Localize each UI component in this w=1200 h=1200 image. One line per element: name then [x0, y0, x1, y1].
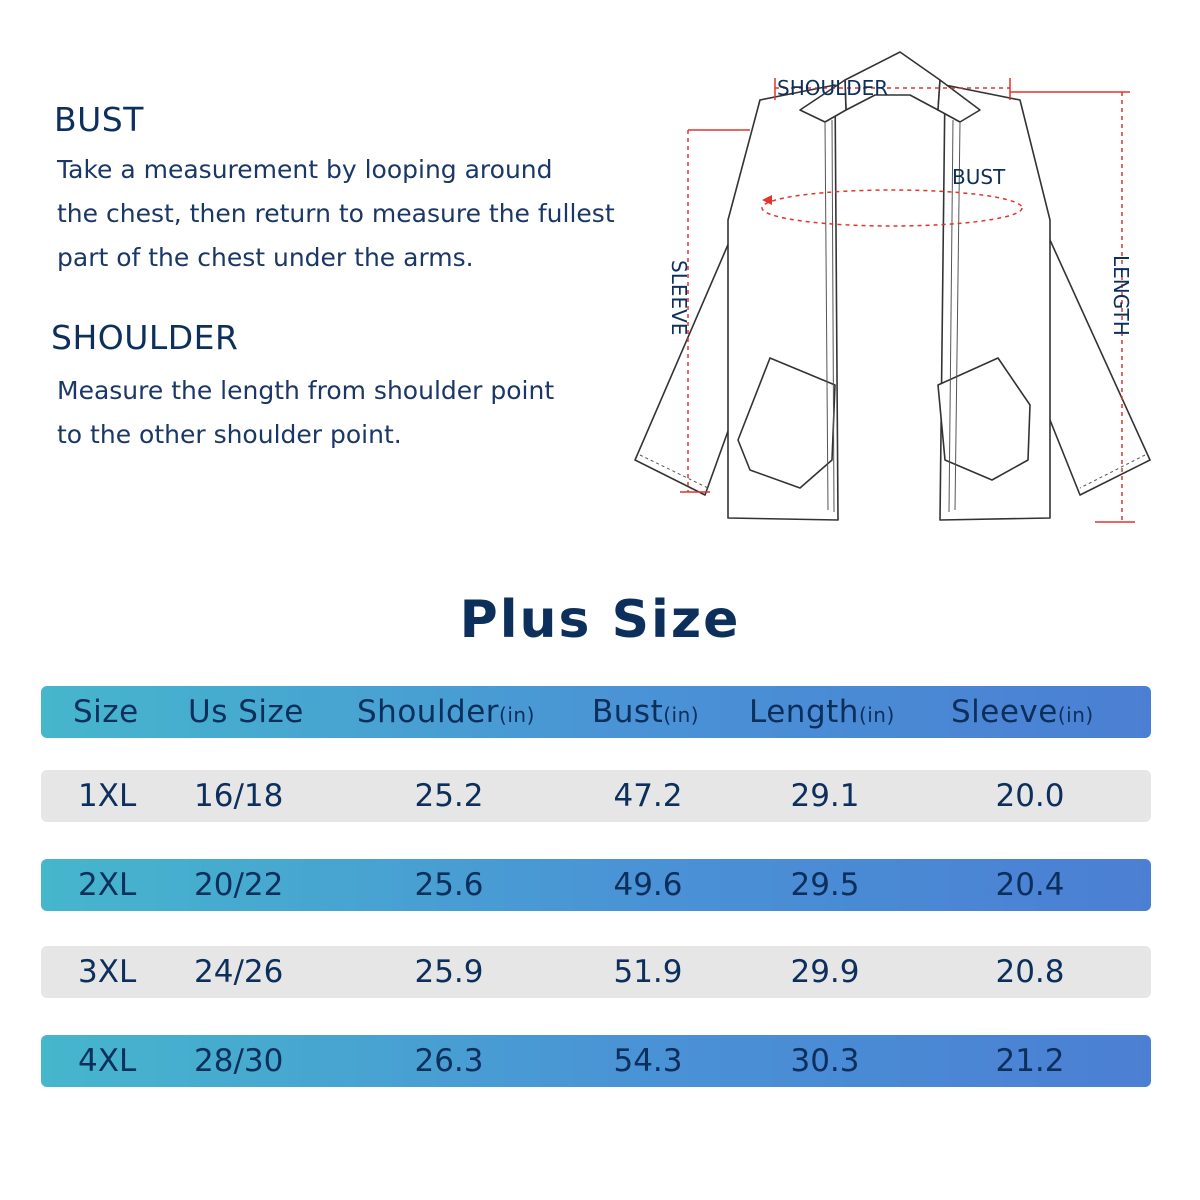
cell-length: 29.1 — [790, 778, 860, 814]
jacket-measurement-diagram — [610, 40, 1170, 540]
jacket-outline — [635, 52, 1150, 520]
shoulder-description-line: to the other shoulder point. — [57, 420, 402, 449]
cell-length: 29.9 — [790, 954, 860, 990]
shoulder-description — [57, 369, 554, 457]
cell-shoulder: 25.9 — [414, 954, 484, 990]
bust-description-line: part of the chest under the arms. — [57, 243, 474, 272]
cell-length: 30.3 — [790, 1043, 860, 1079]
diagram-label-length: LENGTH — [1109, 255, 1133, 336]
table-row — [41, 859, 1151, 911]
cell-bust: 51.9 — [613, 954, 683, 990]
shoulder-description-line: Measure the length from shoulder point — [57, 376, 555, 405]
table-row — [41, 946, 1151, 998]
cell-us-size: 28/30 — [194, 1043, 284, 1079]
diagram-label-shoulder: SHOULDER — [777, 76, 889, 100]
table-row — [41, 1035, 1151, 1087]
diagram-label-sleeve: SLEEVE — [667, 260, 691, 336]
cell-sleeve: 20.8 — [995, 954, 1065, 990]
cell-bust: 49.6 — [613, 867, 683, 903]
cell-size: 3XL — [78, 954, 137, 990]
bust-heading: BUST — [54, 100, 144, 139]
header-unit: (in) — [663, 703, 700, 727]
size-chart-title: Plus Size — [459, 590, 741, 650]
bust-description-line: Take a measurement by looping around — [57, 155, 553, 184]
header-size: Size — [73, 694, 139, 730]
cell-size: 1XL — [78, 778, 137, 814]
cell-bust: 47.2 — [613, 778, 683, 814]
cell-length: 29.5 — [790, 867, 860, 903]
header-shoulder: Shoulder(in) — [357, 694, 535, 730]
cell-bust: 54.3 — [613, 1043, 683, 1079]
shoulder-heading: SHOULDER — [51, 318, 239, 357]
header-bust: Bust(in) — [592, 694, 700, 730]
header-unit: (in) — [1057, 703, 1094, 727]
table-row — [41, 770, 1151, 822]
cell-shoulder: 25.2 — [414, 778, 484, 814]
cell-shoulder: 26.3 — [414, 1043, 484, 1079]
cell-us-size: 24/26 — [194, 954, 284, 990]
cell-sleeve: 20.4 — [995, 867, 1065, 903]
header-sleeve: Sleeve(in) — [951, 694, 1094, 730]
diagram-label-bust: BUST — [952, 165, 1006, 189]
table-header-row — [41, 686, 1151, 738]
header-unit: (in) — [858, 703, 895, 727]
bust-description-line: the chest, then return to measure the fullest — [57, 199, 615, 228]
cell-size: 2XL — [78, 867, 137, 903]
header-unit: (in) — [499, 703, 535, 727]
cell-size: 4XL — [78, 1043, 137, 1079]
cell-sleeve: 20.0 — [995, 778, 1065, 814]
bust-description — [57, 148, 615, 280]
cell-us-size: 16/18 — [194, 778, 284, 814]
cell-us-size: 20/22 — [194, 867, 284, 903]
cell-shoulder: 25.6 — [414, 867, 484, 903]
header-length: Length(in) — [749, 694, 895, 730]
header-us-size: Us Size — [188, 694, 304, 730]
cell-sleeve: 21.2 — [995, 1043, 1065, 1079]
